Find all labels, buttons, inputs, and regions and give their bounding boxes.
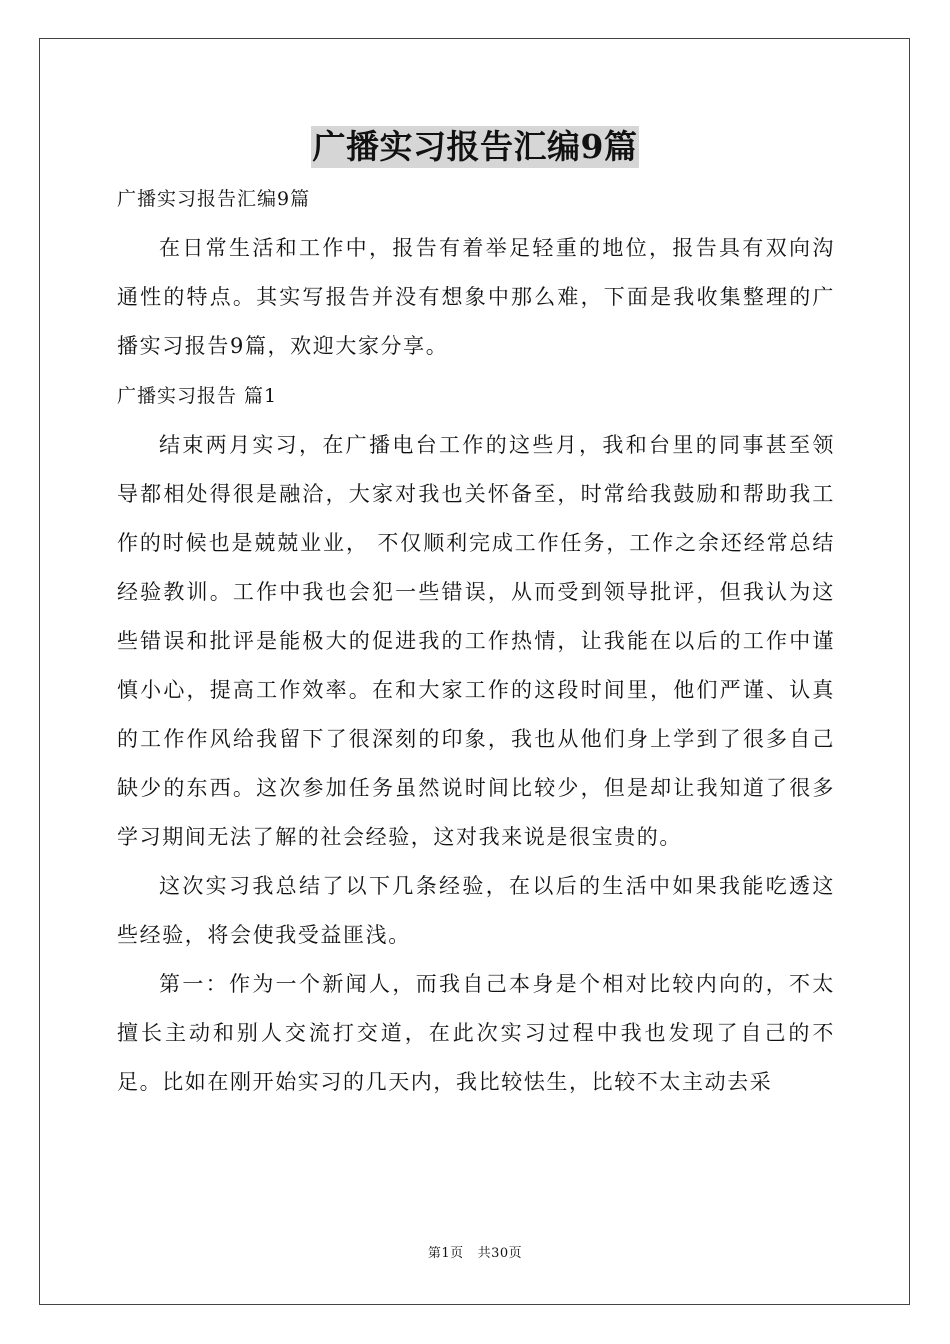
- document-title: 广播实习报告汇编9篇: [312, 127, 638, 166]
- document-subtitle: 广播实习报告汇编9篇: [117, 188, 311, 210]
- page-footer: [0, 1246, 950, 1262]
- page-number: 第1页: [427, 1246, 464, 1261]
- body-paragraph-1: 结束两月实习，在广播电台工作的这些月，我和台里的同事甚至领导都相处得很是融洽，大家对我也关怀备至，时常给我鼓励和帮助我工作的时候也是兢兢业业， 不仅顺利完成工作任务，工作之余还经常总结经验教训。工作中我也会犯一些错误，从而受到领导批评，但我认为这些错误和批评是能极大的促进我的工作热情，让我能在以后的工作中谨慎小心，提高工作效率。在和大家工作的这段时间里，他们严谨、认真的工作作风给我留下了很深刻的印象，我也从他们身上学到了很多自己缺少的东西。这次参加任务虽然说时间比较少，但是却让我知道了很多学习期间无法了解的社会经验，这对我来说是很宝贵的。: [117, 433, 835, 849]
- title-container: [0, 126, 950, 168]
- body-paragraph-2: 这次实习我总结了以下几条经验，在以后的生活中如果我能吃透这些经验，将会使我受益匪浅。: [117, 874, 835, 947]
- intro-paragraph: 在日常生活和工作中，报告有着举足轻重的地位，报告具有双向沟通性的特点。其实写报告并没有想象中那么难，下面是我收集整理的广播实习报告9篇，欢迎大家分享。: [117, 236, 835, 358]
- body-paragraph-3: 第一：作为一个新闻人，而我自己本身是个相对比较内向的，不太擅长主动和别人交流打交道，在此次实习过程中我也发现了自己的不足。比如在刚开始实习的几天内，我比较怯生，比较不太主动去采: [117, 972, 835, 1094]
- section-heading: 广播实习报告 篇1: [117, 385, 278, 407]
- document-body: [117, 174, 835, 1107]
- total-pages: 共30页: [477, 1246, 523, 1261]
